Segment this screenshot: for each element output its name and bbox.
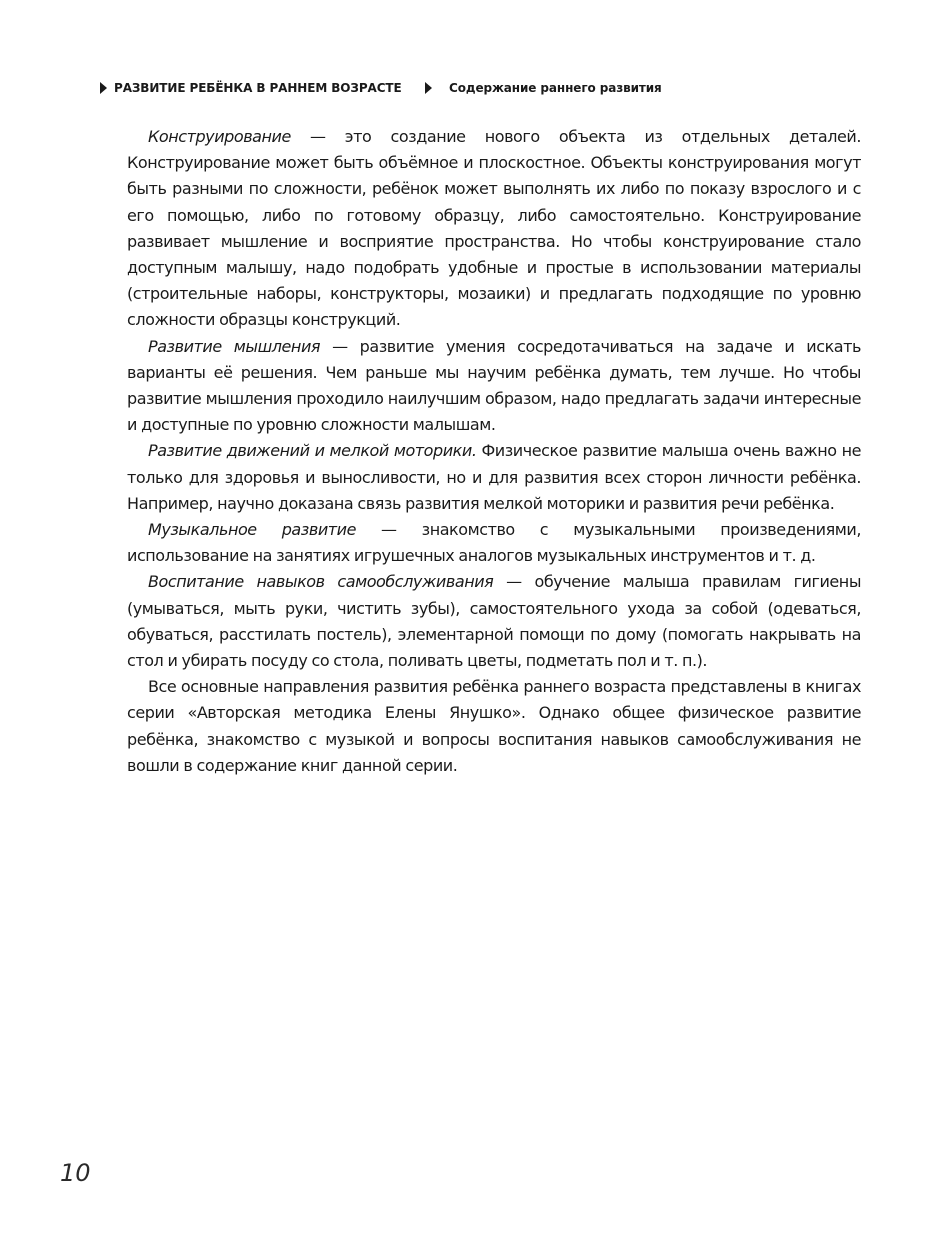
page-number: 10 [60,1159,91,1187]
body-text [127,124,861,779]
triangle-right-icon [100,82,107,94]
paragraph-summary [127,674,861,779]
paragraph-text: — знакомство с музыкальными произведениями, использование на занятиях игрушечных аналогов музыкальных инструментов и т. д. [127,520,861,566]
paragraph-text: — развитие умения сосредотачиваться на задаче и искать варианты её решения. Чем раньше мы научим ребёнка думать, тем лучше. Но чтобы развитие мышления проходило наилучшим образом, надо предлагать задачи интересные и доступные по уровню сложности малышам. [127,336,861,435]
running-head-section [100,78,402,98]
paragraph-text: — обучение малыша правилам гигиены (умываться, мыть руки, чистить зубы), самостоятельного ухода за собой (одеваться, обуваться, расстилать постель), элементарной помощи по дому (помогать накрывать на стол и убирать посуду со стола, поливать цветы, подметать пол и т. п.). [127,572,861,671]
paragraph-self-care [127,569,861,674]
running-head-chapter [425,78,662,98]
page-header [100,78,860,98]
paragraph-motor-skills [127,438,861,517]
paragraph-thinking [127,334,861,439]
chapter-title: Содержание раннего развития [449,81,662,95]
paragraph-construction [127,124,861,334]
paragraph-music [127,517,861,569]
triangle-right-icon [425,82,432,94]
paragraph-text: Физическое развитие малыша очень важно не только для здоровья и выносливости, но и для развития всех сторон личности ребёнка. Например, научно доказана связь развития мелкой моторики и развития речи ребёнка. [127,441,861,513]
term: Развитие движений и мелкой моторики. [148,441,477,461]
term: Воспитание навыков самообслуживания [148,572,494,592]
term: Развитие мышления [148,336,321,356]
paragraph-text: Все основные направления развития ребёнка раннего возраста представлены в книгах серии «Авторская методика Елены Янушко». Однако общее физическое развитие ребёнка, знакомство с музыкой и вопросы воспитания навыков самообслуживания не вошли в содержание книг данной серии. [127,677,861,775]
term: Музыкальное развитие [148,520,356,540]
term: Конструирование [148,127,291,146]
paragraph-text: — это создание нового объекта из отдельных деталей. Конструирование может быть объёмное и плоскостное. Объекты конструирования могут быть разными по сложности, ребёнок может выполнять их либо по показу взрослого и с его помощью, либо по готовому образцу, либо самостоятельно. Конструирование развивает мышление и восприятие пространства. Но чтобы конструирование стало доступным малышу, надо подобрать удобные и простые в использовании материалы (строительные наборы, конструкторы, мозаики) и предлагать подходящие по уровню сложности образцы конструкций. [127,127,861,330]
section-title: РАЗВИТИЕ РЕБЁНКА В РАННЕМ ВОЗРАСТЕ [114,81,402,95]
